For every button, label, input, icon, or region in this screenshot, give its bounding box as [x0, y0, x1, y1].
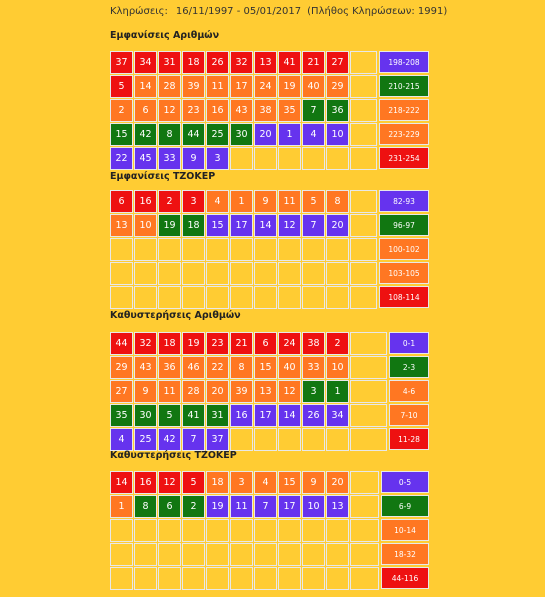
number-cell	[158, 238, 181, 261]
spacer-cell	[350, 262, 377, 285]
number-cell: 35	[110, 404, 133, 427]
number-cell: 5	[302, 190, 325, 213]
number-cell	[254, 147, 277, 170]
number-cell	[254, 519, 277, 542]
number-cell: 8	[326, 190, 349, 213]
number-cell: 34	[326, 404, 349, 427]
legend-range: 218-222	[379, 99, 429, 121]
number-cell: 29	[326, 75, 349, 98]
number-cell: 22	[206, 356, 229, 379]
number-cell: 10	[134, 214, 157, 237]
number-cell: 16	[230, 404, 253, 427]
number-cell: 17	[278, 495, 301, 518]
number-cell: 2	[158, 190, 181, 213]
spacer-cell	[350, 380, 387, 403]
number-cell: 36	[158, 356, 181, 379]
number-cell: 6	[110, 190, 133, 213]
number-cell: 11	[278, 190, 301, 213]
number-cell	[302, 567, 325, 590]
legend-range: 6-9	[381, 495, 429, 517]
number-cell: 33	[158, 147, 181, 170]
spacer-cell	[350, 567, 379, 590]
section-title: Καθυστερήσεις ΤΖΟΚΕΡ	[110, 450, 237, 461]
number-cell: 42	[158, 428, 181, 451]
number-cell	[278, 286, 301, 309]
number-cell: 27	[326, 51, 349, 74]
number-cell	[302, 543, 325, 566]
number-cell	[326, 519, 349, 542]
number-cell: 43	[230, 99, 253, 122]
number-cell: 4	[206, 190, 229, 213]
number-cell: 3	[182, 190, 205, 213]
section-title: Καθυστερήσεις Αριθμών	[110, 310, 241, 321]
number-cell: 30	[134, 404, 157, 427]
number-cell: 34	[134, 51, 157, 74]
number-cell	[278, 147, 301, 170]
number-cell: 16	[134, 471, 157, 494]
spacer-cell	[350, 428, 387, 451]
number-cell: 13	[254, 380, 277, 403]
number-cell	[110, 238, 133, 261]
number-cell	[230, 543, 253, 566]
draws-count: (Πλήθος Κληρώσεων: 1991)	[307, 6, 448, 17]
number-cell	[302, 428, 325, 451]
number-cell	[254, 543, 277, 566]
number-cell: 13	[326, 495, 349, 518]
number-cell: 19	[206, 495, 229, 518]
draws-header	[110, 6, 447, 17]
number-cell: 25	[206, 123, 229, 146]
legend-range: 4-6	[389, 380, 429, 402]
number-cell: 38	[302, 332, 325, 355]
number-cell: 12	[278, 380, 301, 403]
number-cell: 41	[182, 404, 205, 427]
number-cell: 7	[302, 99, 325, 122]
number-cell	[254, 262, 277, 285]
number-cell: 11	[230, 495, 253, 518]
number-cell: 1	[230, 190, 253, 213]
legend-range: 44-116	[381, 567, 429, 589]
spacer-cell	[350, 286, 377, 309]
number-cell: 20	[326, 214, 349, 237]
number-cell: 4	[254, 471, 277, 494]
number-cell: 8	[230, 356, 253, 379]
number-cell: 3	[302, 380, 325, 403]
number-cell	[230, 567, 253, 590]
number-cell: 3	[206, 147, 229, 170]
number-cell	[206, 567, 229, 590]
number-cell	[230, 262, 253, 285]
spacer-cell	[350, 214, 377, 237]
number-cell: 2	[326, 332, 349, 355]
number-cell: 17	[230, 75, 253, 98]
number-cell	[302, 519, 325, 542]
spacer-cell	[350, 404, 387, 427]
number-cell	[182, 519, 205, 542]
number-cell: 12	[278, 214, 301, 237]
number-cell	[326, 567, 349, 590]
number-cell: 37	[206, 428, 229, 451]
number-cell: 6	[158, 495, 181, 518]
number-cell	[206, 262, 229, 285]
number-cell: 9	[134, 380, 157, 403]
legend-range: 103-105	[379, 262, 429, 284]
spacer-cell	[350, 471, 379, 494]
number-cell: 16	[134, 190, 157, 213]
legend-range: 96-97	[379, 214, 429, 236]
number-cell	[182, 567, 205, 590]
number-cell: 14	[134, 75, 157, 98]
number-cell	[254, 428, 277, 451]
number-cell: 31	[206, 404, 229, 427]
number-cell: 16	[206, 99, 229, 122]
spacer-cell	[350, 238, 377, 261]
section-title: Εμφανίσεις Αριθμών	[110, 30, 220, 41]
number-cell: 5	[182, 471, 205, 494]
number-cell: 44	[182, 123, 205, 146]
number-cell: 24	[254, 75, 277, 98]
number-cell	[182, 238, 205, 261]
number-cell: 7	[254, 495, 277, 518]
number-cell	[158, 519, 181, 542]
number-cell	[302, 286, 325, 309]
number-cell: 10	[326, 123, 349, 146]
spacer-cell	[350, 332, 387, 355]
number-cell: 21	[302, 51, 325, 74]
number-cell: 46	[182, 356, 205, 379]
legend-range: 0-5	[381, 471, 429, 493]
number-cell: 2	[110, 99, 133, 122]
number-cell: 9	[182, 147, 205, 170]
number-cell	[110, 262, 133, 285]
number-cell	[182, 543, 205, 566]
number-cell: 15	[254, 356, 277, 379]
spacer-cell	[350, 190, 377, 213]
number-cell: 15	[110, 123, 133, 146]
number-cell	[182, 286, 205, 309]
number-cell: 17	[230, 214, 253, 237]
number-cell: 18	[182, 51, 205, 74]
legend-range: 231-254	[379, 147, 429, 169]
number-cell: 11	[158, 380, 181, 403]
number-cell: 24	[278, 332, 301, 355]
legend-range: 100-102	[379, 238, 429, 260]
number-cell: 27	[110, 380, 133, 403]
number-cell	[158, 262, 181, 285]
number-cell: 19	[158, 214, 181, 237]
number-cell	[326, 147, 349, 170]
number-cell	[326, 286, 349, 309]
number-cell	[278, 519, 301, 542]
number-cell	[206, 519, 229, 542]
number-cell: 6	[254, 332, 277, 355]
legend-range: 11-28	[389, 428, 429, 450]
spacer-cell	[350, 356, 387, 379]
number-cell: 40	[302, 75, 325, 98]
number-cell: 8	[158, 123, 181, 146]
number-cell: 10	[326, 356, 349, 379]
number-cell: 8	[134, 495, 157, 518]
number-cell: 14	[254, 214, 277, 237]
number-cell	[326, 543, 349, 566]
spacer-cell	[350, 519, 379, 542]
number-cell	[326, 262, 349, 285]
number-cell: 2	[182, 495, 205, 518]
number-cell: 19	[182, 332, 205, 355]
number-cell	[278, 238, 301, 261]
legend-range: 0-1	[389, 332, 429, 354]
number-cell: 18	[206, 471, 229, 494]
number-cell: 18	[158, 332, 181, 355]
number-cell: 14	[278, 404, 301, 427]
section-title: Εμφανίσεις ΤΖΟΚΕΡ	[110, 171, 216, 182]
number-cell: 35	[278, 99, 301, 122]
number-cell: 43	[134, 356, 157, 379]
number-cell: 7	[182, 428, 205, 451]
number-cell: 20	[326, 471, 349, 494]
number-cell	[110, 519, 133, 542]
number-cell	[134, 238, 157, 261]
number-cell	[110, 567, 133, 590]
number-cell: 13	[254, 51, 277, 74]
number-cell: 5	[158, 404, 181, 427]
number-cell: 1	[326, 380, 349, 403]
number-cell: 45	[134, 147, 157, 170]
number-cell: 15	[206, 214, 229, 237]
number-cell: 11	[206, 75, 229, 98]
number-cell: 4	[110, 428, 133, 451]
number-cell: 15	[278, 471, 301, 494]
number-cell	[230, 428, 253, 451]
number-cell: 6	[134, 99, 157, 122]
number-cell: 18	[182, 214, 205, 237]
number-cell: 41	[278, 51, 301, 74]
number-cell	[326, 428, 349, 451]
number-cell: 4	[302, 123, 325, 146]
number-cell	[134, 286, 157, 309]
number-cell	[254, 567, 277, 590]
legend-range: 82-93	[379, 190, 429, 212]
spacer-cell	[350, 123, 377, 146]
draws-date-range: 16/11/1997 - 05/01/2017	[175, 6, 302, 17]
spacer-cell	[350, 147, 377, 170]
legend-range: 223-229	[379, 123, 429, 145]
legend-range: 7-10	[389, 404, 429, 426]
number-cell	[326, 238, 349, 261]
number-cell	[254, 238, 277, 261]
number-cell	[110, 286, 133, 309]
number-cell	[302, 238, 325, 261]
number-cell: 1	[110, 495, 133, 518]
number-cell: 42	[134, 123, 157, 146]
number-cell	[230, 286, 253, 309]
number-cell: 17	[254, 404, 277, 427]
number-cell	[302, 147, 325, 170]
spacer-cell	[350, 51, 377, 74]
number-cell: 40	[278, 356, 301, 379]
number-cell	[278, 262, 301, 285]
number-cell: 28	[182, 380, 205, 403]
number-cell: 44	[110, 332, 133, 355]
number-cell: 13	[110, 214, 133, 237]
number-cell: 30	[230, 123, 253, 146]
number-cell: 10	[302, 495, 325, 518]
number-cell: 25	[134, 428, 157, 451]
number-cell	[158, 567, 181, 590]
number-cell	[278, 567, 301, 590]
number-cell	[158, 286, 181, 309]
number-cell	[134, 262, 157, 285]
number-cell: 33	[302, 356, 325, 379]
number-cell	[206, 286, 229, 309]
number-cell: 9	[302, 471, 325, 494]
number-cell	[110, 543, 133, 566]
number-cell: 19	[278, 75, 301, 98]
number-cell: 12	[158, 99, 181, 122]
number-cell: 21	[230, 332, 253, 355]
number-cell	[302, 262, 325, 285]
legend-range: 18-32	[381, 543, 429, 565]
number-cell	[134, 543, 157, 566]
spacer-cell	[350, 99, 377, 122]
number-cell: 3	[230, 471, 253, 494]
number-cell	[134, 519, 157, 542]
legend-range: 2-3	[389, 356, 429, 378]
number-cell: 37	[110, 51, 133, 74]
number-cell	[230, 147, 253, 170]
number-cell: 39	[182, 75, 205, 98]
number-cell	[278, 428, 301, 451]
number-cell: 26	[206, 51, 229, 74]
number-cell	[206, 543, 229, 566]
spacer-cell	[350, 495, 379, 518]
number-cell: 32	[134, 332, 157, 355]
number-cell: 1	[278, 123, 301, 146]
number-cell: 38	[254, 99, 277, 122]
draws-label: Κληρώσεις:	[110, 6, 168, 17]
number-cell: 23	[182, 99, 205, 122]
number-cell: 23	[206, 332, 229, 355]
number-cell	[134, 567, 157, 590]
number-cell	[206, 238, 229, 261]
number-cell: 14	[110, 471, 133, 494]
number-cell: 20	[206, 380, 229, 403]
number-cell	[158, 543, 181, 566]
spacer-cell	[350, 75, 377, 98]
number-cell: 9	[254, 190, 277, 213]
number-cell	[230, 519, 253, 542]
number-cell: 26	[302, 404, 325, 427]
number-cell: 36	[326, 99, 349, 122]
number-cell: 5	[110, 75, 133, 98]
legend-range: 210-215	[379, 75, 429, 97]
number-cell	[254, 286, 277, 309]
legend-range: 198-208	[379, 51, 429, 73]
number-cell: 32	[230, 51, 253, 74]
legend-range: 10-14	[381, 519, 429, 541]
number-cell: 39	[230, 380, 253, 403]
number-cell: 22	[110, 147, 133, 170]
number-cell: 12	[158, 471, 181, 494]
number-cell: 20	[254, 123, 277, 146]
legend-range: 108-114	[379, 286, 429, 308]
number-cell: 7	[302, 214, 325, 237]
number-cell: 29	[110, 356, 133, 379]
number-cell: 31	[158, 51, 181, 74]
number-cell	[230, 238, 253, 261]
number-cell	[278, 543, 301, 566]
number-cell: 28	[158, 75, 181, 98]
spacer-cell	[350, 543, 379, 566]
number-cell	[182, 262, 205, 285]
